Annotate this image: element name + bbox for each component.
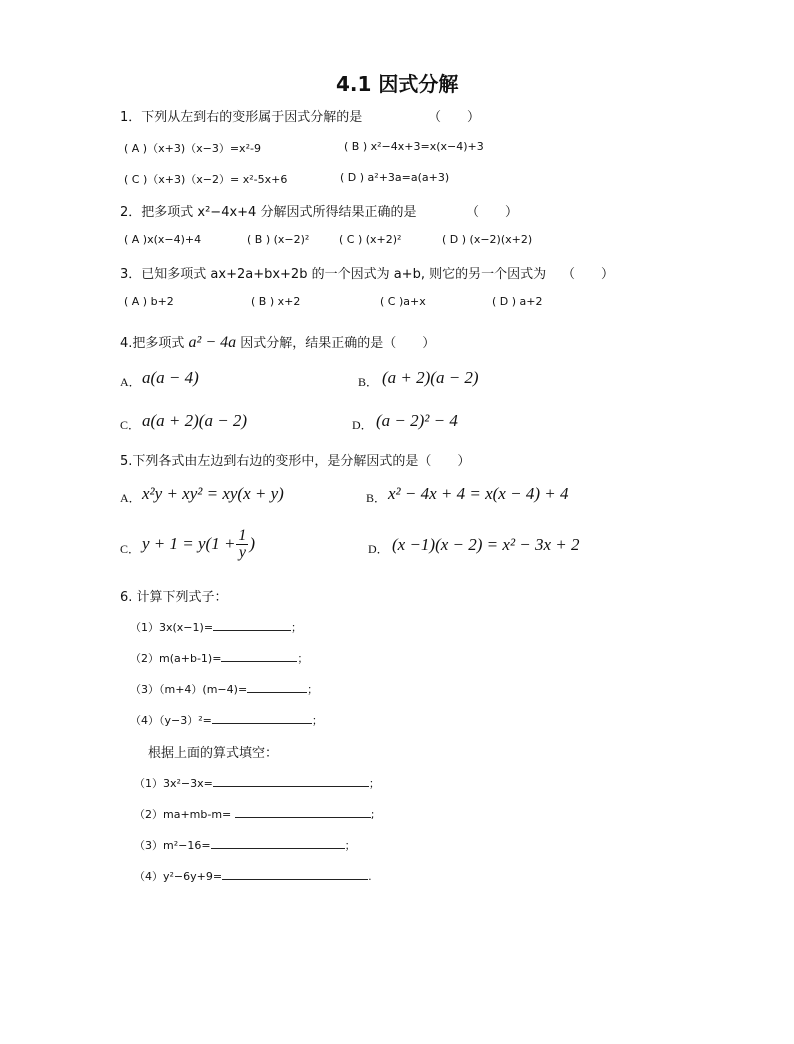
calc-item-4 (130, 711, 323, 728)
calc-item-1-text: （1）3x(x−1)= (130, 621, 214, 634)
calc-item-3-end: ； (307, 683, 319, 696)
question-5-option-a: x²y + xy² = xy(x + y) (142, 484, 284, 503)
fill-item-1 (134, 774, 380, 791)
fill-item-3-end: ； (344, 839, 356, 852)
question-4-option-a-label: A． (120, 375, 141, 389)
calc-item-4-text: （4）（y−3）²= (130, 714, 212, 727)
question-5-option-a-label: A． (120, 491, 141, 505)
fill-item-2-text: （2）ma+mb-m= (134, 808, 235, 821)
question-1-option-b: ( B ) x²−4x+3=x(x−4)+3 (344, 140, 484, 153)
question-4-stem (120, 332, 435, 352)
fill-item-3 (134, 836, 356, 853)
question-1-option-a: ( A )（x+3)（x−3）=x²-9 (124, 142, 261, 155)
calc-item-4-end: ； (311, 714, 323, 727)
question-3-option-b: ( B ) x+2 (251, 295, 301, 308)
fraction-numerator: 1 (238, 526, 247, 544)
question-3-option-d: ( D ) a+2 (492, 295, 543, 308)
question-6-stem: 6. 计算下列式子： (120, 590, 228, 605)
question-5-option-d: (x −1)(x − 2) = x² − 3x + 2 (392, 535, 580, 554)
question-4-option-d: (a − 2)² − 4 (376, 411, 458, 430)
calc-item-2-end: ； (297, 652, 309, 665)
page-title: 4.1 因式分解 (336, 72, 459, 96)
question-4-prefix: 4.把多项式 (120, 336, 185, 351)
question-4-option-d-label: D． (352, 418, 373, 432)
answer-blank[interactable] (212, 711, 312, 724)
answer-blank[interactable] (213, 618, 291, 631)
question-3-option-c: ( C )a+x (380, 295, 426, 308)
question-2-option-c: ( C ) (x+2)² (339, 233, 402, 246)
question-4-option-b: (a + 2)(a − 2) (382, 368, 479, 387)
question-3-answer-paren: （ ） (562, 267, 615, 282)
answer-blank[interactable] (213, 774, 369, 787)
question-5-option-c-label: C． (120, 542, 141, 556)
question-2-stem: 2．把多项式 x²−4x+4 分解因式所得结果正确的是 (120, 205, 417, 220)
question-5-option-c (142, 522, 255, 566)
question-5-stem: 5.下列各式由左边到右边的变形中，是分解因式的是（ ） (120, 454, 471, 469)
calc-item-1-end: ； (291, 621, 303, 634)
question-4-option-c-label: C． (120, 418, 141, 432)
fill-item-4 (134, 867, 372, 884)
answer-blank[interactable] (222, 867, 368, 880)
answer-blank[interactable] (247, 680, 307, 693)
question-1-stem: 1．下列从左到右的变形属于因式分解的是 (120, 110, 363, 125)
calc-item-3 (130, 680, 318, 697)
question-2-option-d: ( D ) (x−2)(x+2) (442, 233, 533, 246)
question-2-answer-paren: （ ） (466, 205, 519, 220)
fill-item-2 (134, 805, 375, 822)
question-1-option-c: ( C )（x+3)（x−2）= x²-5x+6 (124, 173, 288, 186)
question-4-suffix: 因式分解，结果正确的是（ ） (240, 336, 436, 351)
question-1-option-d: ( D ) a²+3a=a(a+3) (340, 171, 450, 184)
question-5-option-c-left: y + 1 = y(1 + (142, 534, 236, 553)
fill-item-1-text: （1）3x²−3x= (134, 777, 213, 790)
question-3-stem: 3．已知多项式 ax+2a+bx+2b 的一个因式为 a+b, 则它的另一个因式为 (120, 267, 547, 282)
answer-blank[interactable] (235, 805, 371, 818)
fill-item-4-text: （4）y²−6y+9= (134, 870, 223, 883)
calc-item-3-text: （3）（m+4）(m−4)= (130, 683, 248, 696)
calc-item-2-text: （2）m(a+b-1)= (130, 652, 222, 665)
fraction-denominator: y (238, 543, 246, 561)
fill-item-3-text: （3）m²−16= (134, 839, 211, 852)
fill-item-2-end: ; (370, 808, 375, 821)
fill-in-stem: 根据上面的算式填空： (148, 746, 279, 761)
question-4-option-a: a(a − 4) (142, 368, 199, 387)
question-3-option-a: ( A ) b+2 (124, 295, 174, 308)
calc-item-2 (130, 649, 308, 666)
question-4-expression: a² − 4a (188, 334, 237, 351)
fill-item-4-end: . (368, 870, 372, 883)
answer-blank[interactable] (211, 836, 345, 849)
question-4-option-c: a(a + 2)(a − 2) (142, 411, 248, 430)
fill-item-1-end: ； (368, 777, 380, 790)
calc-item-1 (130, 618, 302, 635)
question-5-option-b-label: B． (366, 491, 387, 505)
question-5-option-b: x² − 4x + 4 = x(x − 4) + 4 (388, 484, 569, 503)
question-2-option-a: ( A )x(x−4)+4 (124, 233, 202, 246)
question-5-option-c-right: ) (249, 534, 256, 553)
fraction-one-over-y (236, 528, 248, 561)
question-2-option-b: ( B ) (x−2)² (247, 233, 310, 246)
answer-blank[interactable] (221, 649, 297, 662)
question-4-option-b-label: B． (358, 375, 379, 389)
question-5-option-d-label: D． (368, 542, 389, 556)
question-1-answer-paren: （ ） (428, 110, 481, 125)
